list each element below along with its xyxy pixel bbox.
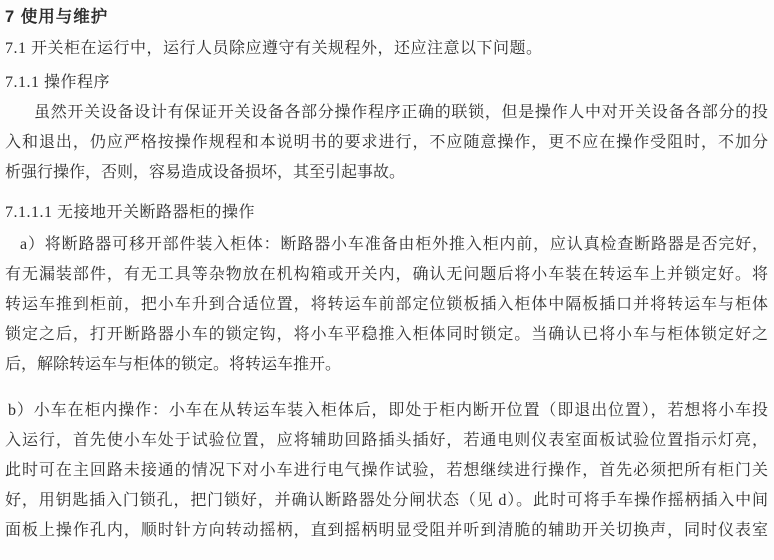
clause-7-1-1-1-breaker-cabinet-operation: 7.1.1.1 无接地开关断路器柜的操作 bbox=[5, 204, 256, 221]
text-line: 转运车推到柜前，把小车升到合适位置，将转运车前部定位锁板插入柜体中隔板插口并将转运车与柜体 bbox=[5, 296, 768, 313]
paragraph-item-b bbox=[5, 396, 768, 546]
text-line: a）将断路器可移开部件装入柜体：断路器小车准备由柜外推入柜内前，应认真检查断路器是否完好， bbox=[20, 236, 768, 253]
text-line: b）小车在柜内操作：小车在从转运车装入柜体后，即处于柜内断开位置（即退出位置），若想将小车投 bbox=[8, 402, 768, 419]
text-line: 入和退出，仍应严格按操作规程和本说明书的要求进行，不应随意操作，更不应在操作受阻时，不加分 bbox=[5, 134, 768, 151]
text-line: 虽然开关设备设计有保证开关设备各部分操作程序正确的联锁，但是操作人中对开关设备各部分的投 bbox=[34, 104, 768, 121]
text-line: 后，解除转运车与柜体的锁定。将转运车推开。 bbox=[5, 356, 342, 373]
clause-7-1-1-operating-procedure: 7.1.1 操作程序 bbox=[5, 74, 111, 91]
text-line: 入运行，首先使小车处于试验位置，应将辅助回路插头插好，若通电则仪表室面板试验位置指示灯亮， bbox=[5, 432, 768, 449]
text-line: 锁定之后，打开断路器小车的锁定钩，将小车平稳推入柜体同时锁定。当确认已将小车与柜体锁定好之 bbox=[5, 326, 768, 343]
paragraph-item-a bbox=[5, 230, 768, 380]
text-line: 好，用钥匙插入门锁孔，把门锁好，并确认断路器处分闸状态（见 d）。此时可将手车操作摇柄插入中间 bbox=[5, 492, 768, 509]
paragraph-operating-procedure bbox=[5, 98, 768, 188]
text-line: 有无漏装部件，有无工具等杂物放在机构箱或开关内，确认无问题后将小车装在转运车上并锁定好。将 bbox=[5, 266, 768, 283]
text-line: 面板上操作孔内，顺时针方向转动摇柄，直到摇柄明显受阻并听到清脆的辅助开关切换声，同时仪表室 bbox=[5, 522, 768, 539]
section-heading-use-and-maintenance: 7 使用与维护 bbox=[5, 8, 109, 26]
clause-7-1: 7.1 开关柜在运行中，运行人员除应遵守有关规程外，还应注意以下问题。 bbox=[5, 40, 543, 57]
text-line: 析强行操作，否则，容易造成设备损坏，其至引起事故。 bbox=[5, 164, 406, 181]
text-line: 此时可在主回路未接通的情况下对小车进行电气操作试验，若想继续进行操作，首先必须把所有柜门关 bbox=[5, 462, 768, 479]
